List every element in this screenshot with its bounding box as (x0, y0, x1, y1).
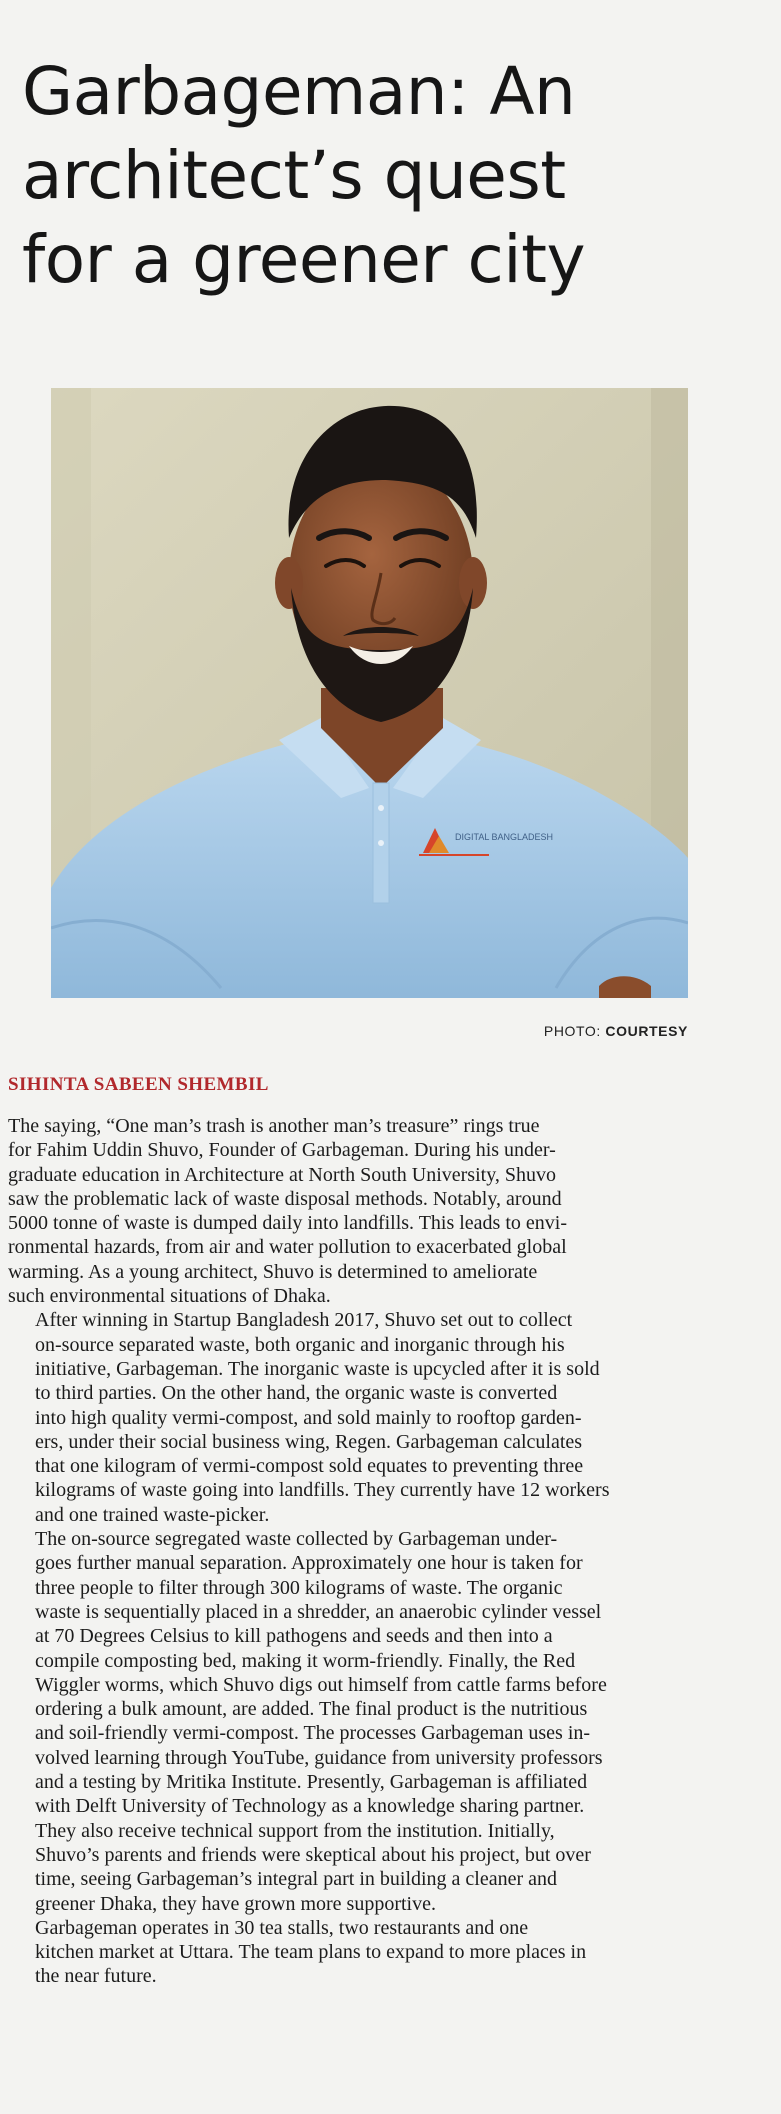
paragraph-line: and a testing by Mritika Institute. Presently, Garbageman is affiliated (35, 1771, 588, 1794)
paragraph-line: ronmental hazards, from air and water pollution to exacerbated global (8, 1236, 567, 1259)
paragraph-line: They also receive technical support from the institution. Initially, (35, 1819, 555, 1842)
paragraph (8, 1916, 773, 1989)
paragraph-line: the near future. (35, 1965, 157, 1988)
paragraph-line: goes further manual separation. Approximately one hour is taken for (35, 1552, 583, 1575)
portrait-photo (51, 388, 688, 998)
paragraph (8, 1527, 773, 1916)
paragraph-line: and soil-friendly vermi-compost. The processes Garbageman uses in- (35, 1722, 591, 1745)
paragraph-line: The saying, “One man’s trash is another man’s treasure” rings true (8, 1115, 540, 1137)
paragraph-line: into high quality vermi-compost, and sold mainly to rooftop garden- (35, 1406, 582, 1429)
paragraph-line: such environmental situations of Dhaka. (8, 1285, 331, 1308)
paragraph-line: graduate education in Architecture at North South University, Shuvo (8, 1163, 557, 1186)
byline: SIHINTA SABEEN SHEMBIL (8, 1074, 269, 1095)
paragraph-line: with Delft University of Technology as a knowledge sharing partner. (35, 1795, 585, 1818)
paragraph-line: kitchen market at Uttara. The team plans to expand to more places in (35, 1941, 587, 1964)
paragraph-line: initiative, Garbageman. The inorganic waste is upcycled after it is sold (35, 1357, 600, 1380)
headline-line: Garbageman: An (22, 53, 576, 130)
paragraph-line: on-source separated waste, both organic and inorganic through his (35, 1333, 565, 1356)
paragraph-line: 5000 tonne of waste is dumped daily into landfills. This leads to envi- (8, 1212, 567, 1235)
shirt-logo-text: DIGITAL BANGLADESH (455, 832, 554, 842)
photo-credit-value: COURTESY (605, 1023, 688, 1039)
article-body (8, 1114, 773, 1989)
photo-credit-label: PHOTO: (543, 1023, 601, 1039)
paragraph-line: After winning in Startup Bangladesh 2017, Shuvo set out to collect (35, 1309, 573, 1332)
headline (22, 50, 762, 302)
paragraph-line: waste is sequentially placed in a shredder, an anaerobic cylinder vessel (35, 1600, 602, 1623)
headline-line: for a greener city (22, 221, 586, 298)
headline-line: architect’s quest (22, 137, 566, 214)
paragraph-line: kilograms of waste going into landfills. They currently have 12 workers (35, 1479, 610, 1502)
paragraph-line: compile composting bed, making it worm-friendly. Finally, the Red (35, 1649, 576, 1672)
paragraph-line: three people to filter through 300 kilograms of waste. The organic (35, 1576, 563, 1599)
paragraph-line: volved learning through YouTube, guidance from university professors (35, 1746, 603, 1769)
paragraph-line: ers, under their social business wing, Regen. Garbageman calculates (35, 1430, 583, 1453)
paragraph-line: Garbageman operates in 30 tea stalls, two restaurants and one (35, 1916, 529, 1939)
paragraph-line: saw the problematic lack of waste disposal methods. Notably, around (8, 1187, 562, 1210)
portrait-illustration (51, 388, 688, 998)
paragraph-line: and one trained waste-picker. (35, 1503, 270, 1526)
paragraph-line: to third parties. On the other hand, the organic waste is converted (35, 1382, 558, 1405)
paragraph-line: The on-source segregated waste collected by Garbageman under- (35, 1528, 558, 1551)
paragraph (8, 1308, 773, 1527)
paragraph-line: greener Dhaka, they have grown more supportive. (35, 1892, 436, 1915)
paragraph-line: ordering a bulk amount, are added. The final product is the nutritious (35, 1698, 588, 1721)
paragraph-line: Shuvo’s parents and friends were skeptical about his project, but over (35, 1843, 591, 1866)
paragraph (8, 1114, 773, 1308)
paragraph-line: Wiggler worms, which Shuvo digs out himself from cattle farms before (35, 1673, 607, 1696)
paragraph-line: for Fahim Uddin Shuvo, Founder of Garbageman. During his under- (8, 1139, 556, 1162)
paragraph-line: at 70 Degrees Celsius to kill pathogens and seeds and then into a (35, 1625, 553, 1648)
paragraph-line: time, seeing Garbageman’s integral part in building a cleaner and (35, 1868, 558, 1891)
paragraph-line: that one kilogram of vermi-compost sold equates to preventing three (35, 1455, 584, 1478)
photo-credit (544, 1023, 688, 1039)
paragraph-line: warming. As a young architect, Shuvo is determined to ameliorate (8, 1260, 538, 1283)
